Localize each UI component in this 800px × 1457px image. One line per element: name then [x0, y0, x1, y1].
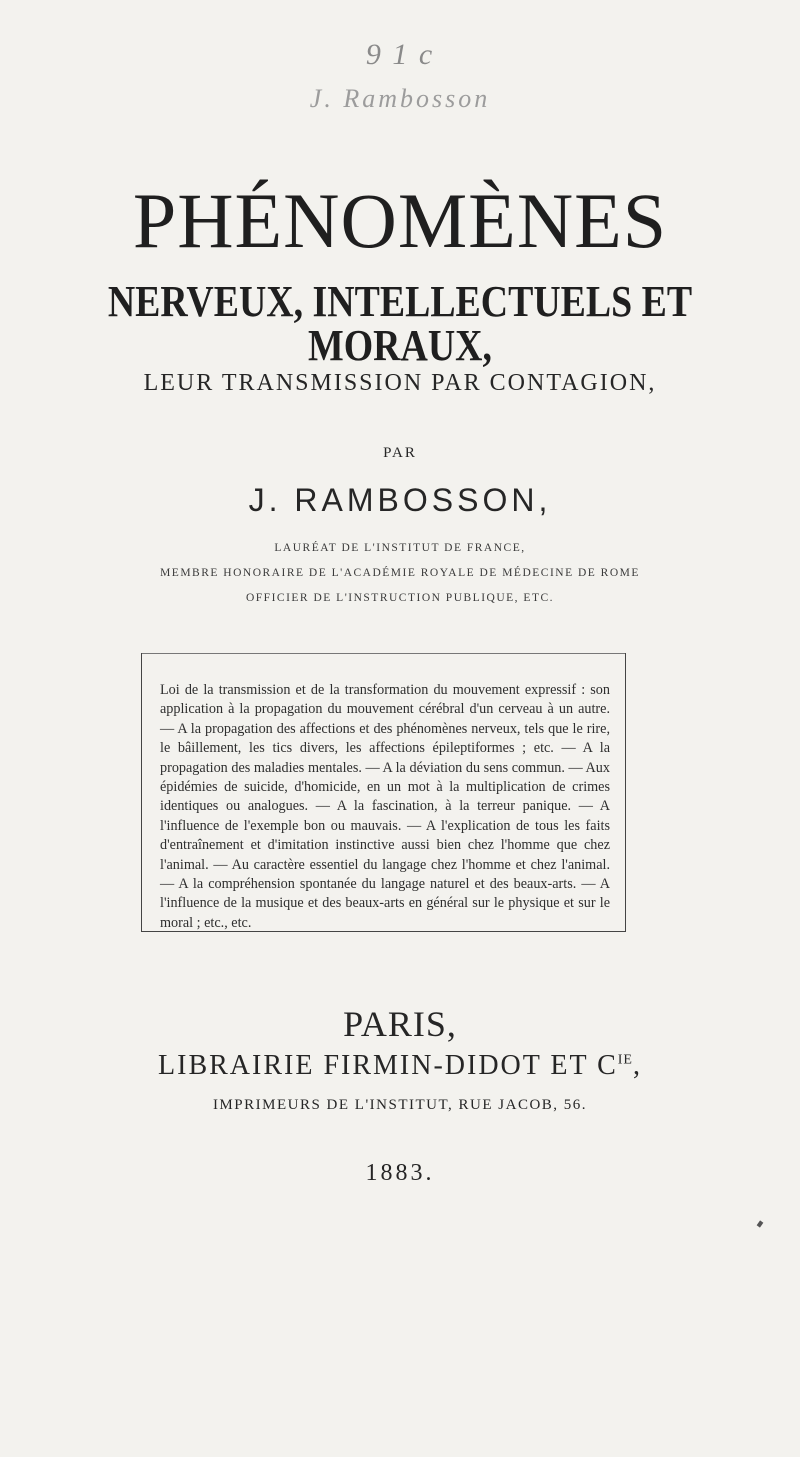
imprint-publisher: [0, 1050, 800, 1082]
author-name: J. RAMBOSSON,: [248, 482, 552, 518]
author-credential: LAURÉAT DE L'INSTITUT DE FRANCE,: [274, 542, 526, 554]
imprint-year: 1883.: [365, 1160, 435, 1186]
imprint-city: PARIS,: [343, 1004, 457, 1044]
book-subtitle-2: LEUR TRANSMISSION PAR CONTAGION,: [143, 370, 657, 396]
publisher-name: LIBRAIRIE FIRMIN-DIDOT ET C: [158, 1050, 618, 1081]
abstract-text: Loi de la transmission et de la transformation du mouvement expressif : son application à la propagation du mouvement cérébral d'un cerveau à un autre. — A la propagation des affections et des phénomènes nerveux, tels que le rire, le bâillement, les tics divers, les affections épileptiformes ; etc. — A la propagation des maladies mentales. — A la déviation du sens commun. — Aux épidémies de suicide, d'homicide, en un mot à la multiplication de crimes identiques ou analogues. — A la fascination, à la terreur panique. — A l'influence de l'exemple bon ou mauvais. — A l'explication de tous les faits d'entraînement et d'imitation instinctive aussi bien chez l'homme que chez l'animal. — Au caractère essentiel du langage chez l'homme et chez l'animal. — A la compréhension spontanée du langage naturel et des beaux-arts. — A l'influence de la musique et des beaux-arts en général sur le physique et sur le moral ; etc., etc.: [160, 682, 610, 931]
author-credential: OFFICIER DE L'INSTRUCTION PUBLIQUE, ETC.: [245, 592, 555, 604]
by-label: PAR: [383, 445, 417, 461]
author-credential: MEMBRE HONORAIRE DE L'ACADÉMIE ROYALE DE MÉDECINE DE ROME: [160, 567, 640, 579]
handwritten-signature: J. Rambosson: [309, 84, 491, 113]
paper-speck: [757, 1220, 764, 1227]
book-subtitle: NERVEUX, INTELLECTUELS ET MORAUX,: [107, 277, 693, 370]
imprint-printers: IMPRIMEURS DE L'INSTITUT, RUE JACOB, 56.: [212, 1097, 588, 1113]
book-title: PHÉNOMÈNES: [132, 177, 668, 264]
handwritten-shelfmark: 9 1 c: [365, 38, 435, 71]
publisher-comma: ,: [632, 1050, 642, 1081]
publisher-suffix: IE: [617, 1052, 633, 1068]
